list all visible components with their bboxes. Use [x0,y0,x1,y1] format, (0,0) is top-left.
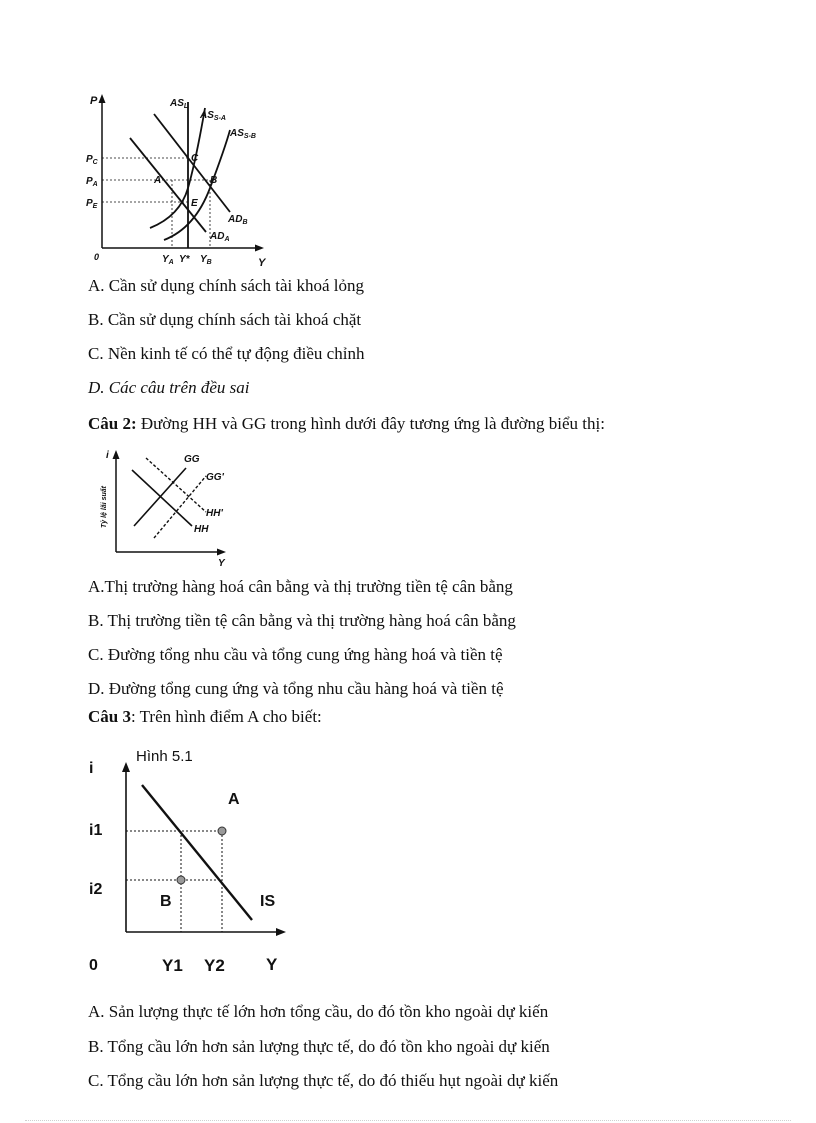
y-axis-3-arrow [276,928,286,936]
figure-hh-gg [94,446,244,568]
point-e-label: E [191,198,198,209]
i-axis-3-arrow [122,762,130,772]
point-c-label: C [191,153,199,164]
i2-label: i2 [89,881,103,898]
point-a-label: A [154,175,162,186]
ystar-label: Y* [179,254,190,265]
gg-prime-label: GG' [206,472,224,483]
as-long-run-label: $AS_L$ [170,98,189,110]
ya-label: $Y_A$ [162,254,174,266]
q2-option-c: C. Đường tổng nhu cầu và tổng cung ứng hàng hoá và tiền tệ [88,645,503,664]
pc-label: $P_C$ [86,154,98,166]
q2-option-b: B. Thị trường tiền tệ cân bằng và thị trường hàng hoá cân bằng [88,611,516,630]
is-label: IS [260,893,276,910]
yb-label: $Y_B$ [200,254,212,266]
y2-label: Y2 [204,956,225,975]
y-axis-2-label: Y [218,558,225,568]
hh-prime-label: HH' [206,508,223,519]
origin-label: 0 [94,252,100,262]
q3-option-c: C. Tổng cầu lớn hơn sản lượng thực tế, do đó thiếu hụt ngoài dự kiến [88,1071,559,1090]
q1-option-a: A. Cần sử dụng chính sách tài khoá lỏng [88,276,364,295]
q2-option-d: D. Đường tổng cung ứng và tổng nhu cầu hàng hoá và tiền tệ [88,679,504,698]
i-axis-arrow [113,450,120,459]
gg-label: GG [184,454,200,465]
y-axis-2-arrow [217,549,226,556]
as-short-run-b-label: $AS_{S-B}$ [230,128,256,140]
q3-text: : Trên hình điểm A cho biết: [130,707,322,726]
q1-option-d: D. Các câu trên đều sai [88,378,250,397]
y-axis-3-label: Y [266,955,278,974]
q2-text: Đường HH và GG trong hình dưới đây tương ứng là đường biểu thị: [136,414,605,433]
hh-label: HH [194,524,209,535]
point-b-marker [177,876,185,884]
q1-option-c: C. Nền kinh tế có thể tự động điều chỉnh [88,344,365,363]
rate-axis-title: Tỷ lệ lãi suất [101,485,108,528]
ad-b-label: $AD_B$ [228,214,248,226]
pa-label: $P_A$ [86,176,98,188]
i-axis-3-label: i [89,760,94,777]
as-short-run-a-label: $AS_{S-A}$ [200,110,226,122]
q3-option-a: A. Sản lượng thực tế lớn hơn tổng cầu, do đó tồn kho ngoài dự kiến [88,1002,549,1021]
point-b-label-3: B [160,893,172,910]
ad-a-label: $AD_A$ [210,231,230,243]
q2-option-a: A.Thị trường hàng hoá cân bằng và thị trường tiền tệ cân bằng [88,577,513,596]
y1-label: Y1 [162,956,183,975]
pe-label: $P_E$ [86,198,98,210]
i1-label: i1 [89,822,103,839]
q3-question [88,707,322,727]
origin-label-3: 0 [89,957,98,974]
y-axis-arrow [99,94,106,103]
page-bottom-divider [25,1120,791,1121]
hh-prime-curve [146,458,206,512]
point-a-marker [218,827,226,835]
point-a-label-3: A [228,791,240,808]
figure-ad-as [80,88,280,268]
figure3-title: Hình 5.1 [136,748,193,765]
q2-question [88,414,605,434]
x-axis-arrow [255,245,264,252]
figure-is-curve [80,740,300,980]
q3-option-b: B. Tổng cầu lớn hơn sản lượng thực tế, do đó tồn kho ngoài dự kiến [88,1037,550,1056]
q2-label: Câu 2: [88,414,137,433]
i-axis-label: i [106,450,109,461]
q3-label: Câu 3 [88,707,131,726]
point-b-label: B [210,175,218,186]
y-axis-label: Y [258,257,266,268]
p-axis-label: P [90,95,98,107]
q1-option-b: B. Cần sử dụng chính sách tài khoá chặt [88,310,362,329]
